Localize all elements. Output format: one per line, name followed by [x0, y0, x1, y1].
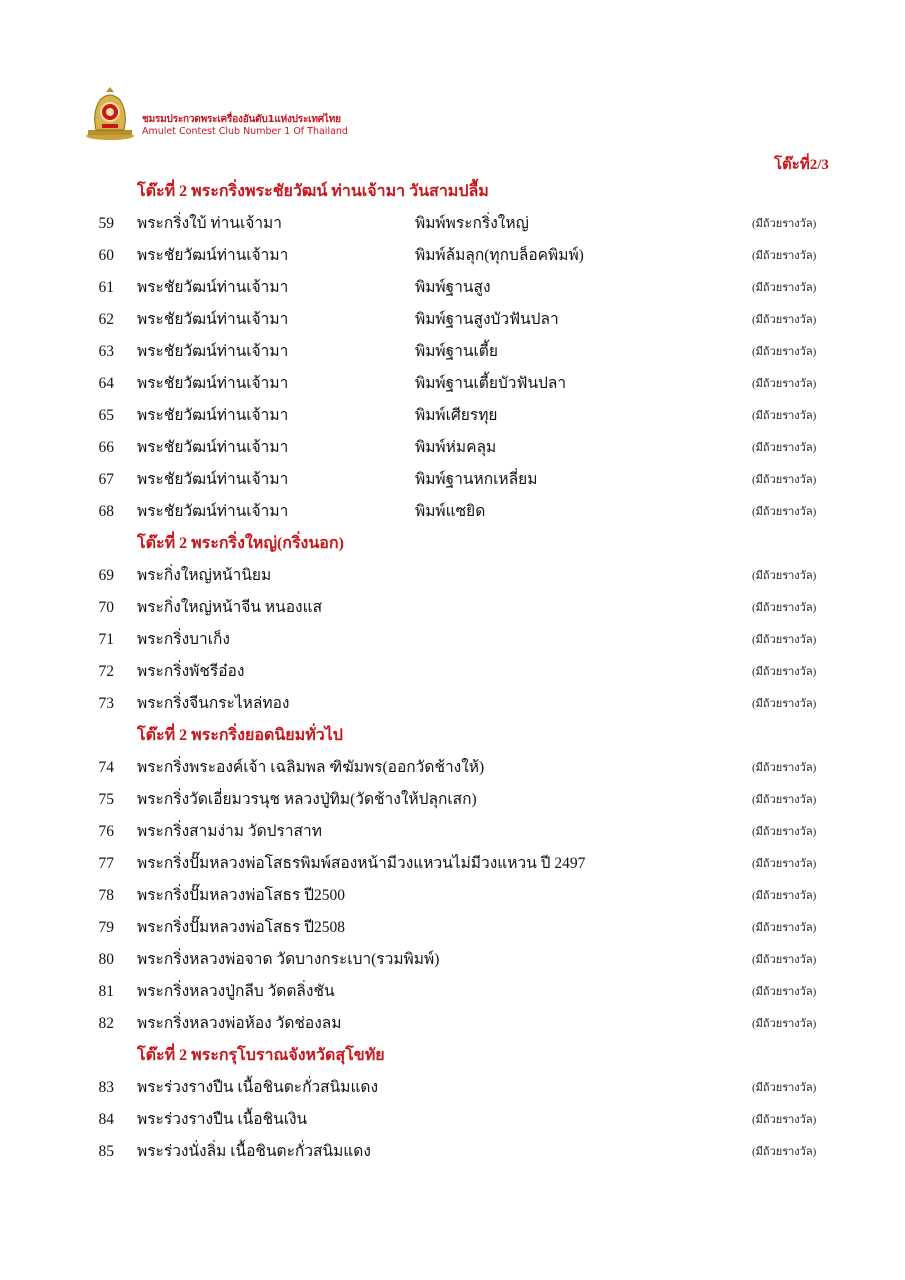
- list-item: [0, 848, 905, 880]
- club-emblem-icon: [82, 86, 138, 142]
- item-name: พระกริ่งปั๊มหลวงพ่อโสธรพิมพ์สองหน้ามีวงแหวนไม่มีวงแหวน ปี 2497: [137, 855, 586, 872]
- section-title: โต๊ะที่ 2 พระกรุโบราณจังหวัดสุโขทัย: [137, 1047, 385, 1064]
- item-award: (มีถ้วยรางวัล): [752, 1018, 817, 1030]
- item-style: พิมพ์ฐานเตี้ยบัวฟันปลา: [415, 375, 567, 392]
- list-item: [0, 208, 905, 240]
- list-item: [0, 784, 905, 816]
- list-item: [0, 1008, 905, 1040]
- item-name: พระกริ่งพระองค์เจ้า เฉลิมพล ฑิฆัมพร(ออกวัดช้างให้): [137, 759, 485, 776]
- item-number: 63: [98, 343, 114, 360]
- item-award: (มีถ้วยรางวัล): [752, 826, 817, 838]
- item-number: 82: [98, 1015, 114, 1032]
- item-number: 61: [98, 279, 114, 296]
- item-style: พิมพ์ห่มคลุม: [415, 439, 497, 456]
- item-style: พิมพ์ฐานสูง: [415, 279, 491, 296]
- item-number: 70: [98, 599, 114, 616]
- item-number: 75: [98, 791, 114, 808]
- section-title: โต๊ะที่ 2 พระกริ่งยอดนิยมทั่วไป: [137, 727, 343, 744]
- item-number: 78: [98, 887, 114, 904]
- item-number: 72: [98, 663, 114, 680]
- section-title: โต๊ะที่ 2 พระกริ่งพระชัยวัฒน์ ท่านเจ้ามา วันสามปลื้ม: [137, 183, 489, 200]
- item-award: (มีถ้วยรางวัล): [752, 282, 817, 294]
- list-item: [0, 464, 905, 496]
- list-item: [0, 1072, 905, 1104]
- list-item: [0, 816, 905, 848]
- list-item: [0, 880, 905, 912]
- item-name: พระกริ่งพัชรีอ๋อง: [137, 663, 245, 680]
- item-number: 73: [98, 695, 114, 712]
- item-style: พิมพ์ฐานสูงบัวฟันปลา: [415, 311, 559, 328]
- item-award: (มีถ้วยรางวัล): [752, 474, 817, 486]
- item-name: พระกริ่งจีนกระไหล่ทอง: [137, 695, 290, 712]
- list-item: [0, 1136, 905, 1168]
- item-style: พิมพ์ฐานหกเหลี่ยม: [415, 471, 538, 488]
- item-award: (มีถ้วยรางวัล): [752, 250, 817, 262]
- item-name: พระกริ่งหลวงพ่อจาด วัดบางกระเบา(รวมพิมพ์): [137, 951, 440, 968]
- item-name: พระกริ่งหลวงปู่กลีบ วัดตลิ่งชัน: [137, 983, 335, 1000]
- item-award: (มีถ้วยรางวัล): [752, 1082, 817, 1094]
- item-award: (มีถ้วยรางวัล): [752, 602, 817, 614]
- list-item: [0, 496, 905, 528]
- page-number: โต๊ะที่2/3: [774, 157, 829, 173]
- item-award: (มีถ้วยรางวัล): [752, 314, 817, 326]
- item-style: พิมพ์เศียรทุย: [415, 407, 498, 424]
- item-number: 71: [98, 631, 114, 648]
- item-name: พระชัยวัฒน์ท่านเจ้ามา: [137, 439, 289, 456]
- item-award: (มีถ้วยรางวัล): [752, 666, 817, 678]
- list-item: [0, 624, 905, 656]
- item-award: (มีถ้วยรางวัล): [752, 442, 817, 454]
- item-number: 64: [98, 375, 114, 392]
- item-award: (มีถ้วยรางวัล): [752, 698, 817, 710]
- item-style: พิมพ์ล้มลุก(ทุกบล็อคพิมพ์): [415, 247, 584, 264]
- item-award: (มีถ้วยรางวัล): [752, 858, 817, 870]
- list-item: [0, 688, 905, 720]
- list-item: [0, 912, 905, 944]
- list-item: [0, 400, 905, 432]
- item-number: 60: [98, 247, 114, 264]
- item-name: พระชัยวัฒน์ท่านเจ้ามา: [137, 375, 289, 392]
- item-name: พระชัยวัฒน์ท่านเจ้ามา: [137, 279, 289, 296]
- item-name: พระชัยวัฒน์ท่านเจ้ามา: [137, 343, 289, 360]
- item-name: พระชัยวัฒน์ท่านเจ้ามา: [137, 503, 289, 520]
- item-award: (มีถ้วยรางวัล): [752, 1146, 817, 1158]
- item-number: 69: [98, 567, 114, 584]
- item-name: พระกิ่งใหญ่หน้านิยม: [137, 567, 272, 584]
- item-style: พิมพ์แซยิด: [415, 503, 486, 520]
- item-award: (มีถ้วยรางวัล): [752, 378, 817, 390]
- item-name: พระชัยวัฒน์ท่านเจ้ามา: [137, 247, 289, 264]
- item-award: (มีถ้วยรางวัล): [752, 218, 817, 230]
- list-item: [0, 432, 905, 464]
- item-number: 68: [98, 503, 114, 520]
- item-number: 67: [98, 471, 114, 488]
- club-name-thai: ชมรมประกวดพระเครื่องอันดับ1แห่งประเทศไทย: [142, 114, 341, 125]
- item-number: 85: [98, 1143, 114, 1160]
- list-item: [0, 272, 905, 304]
- section-title: โต๊ะที่ 2 พระกริ่งใหญ่(กริ่งนอก): [137, 535, 344, 552]
- item-name: พระชัยวัฒน์ท่านเจ้ามา: [137, 407, 289, 424]
- list-item: [0, 976, 905, 1008]
- item-award: (มีถ้วยรางวัล): [752, 954, 817, 966]
- item-number: 66: [98, 439, 114, 456]
- item-award: (มีถ้วยรางวัล): [752, 410, 817, 422]
- list-item: [0, 336, 905, 368]
- item-name: พระกริ่งใบ้ ท่านเจ้ามา: [137, 215, 282, 232]
- item-name: พระร่วงรางปืน เนื้อชินตะกั่วสนิมแดง: [137, 1079, 379, 1096]
- item-name: พระกริ่งหลวงพ่อห้อง วัดช่องลม: [137, 1015, 342, 1032]
- item-number: 74: [98, 759, 114, 776]
- item-number: 59: [98, 215, 114, 232]
- club-name-english: Amulet Contest Club Number 1 Of Thailand: [142, 126, 348, 137]
- item-name: พระชัยวัฒน์ท่านเจ้ามา: [137, 311, 289, 328]
- item-number: 79: [98, 919, 114, 936]
- item-number: 62: [98, 311, 114, 328]
- item-number: 84: [98, 1111, 114, 1128]
- item-name: พระกริ่งวัดเอี่ยมวรนุช หลวงปู่ทิม(วัดช้างให้ปลุกเสก): [137, 791, 477, 808]
- item-name: พระกริ่งปั๊มหลวงพ่อโสธร ปี2500: [137, 887, 346, 904]
- item-number: 83: [98, 1079, 114, 1096]
- item-award: (มีถ้วยรางวัล): [752, 1114, 817, 1126]
- item-name: พระร่วงรางปืน เนื้อชินเงิน: [137, 1111, 308, 1128]
- list-item: [0, 1104, 905, 1136]
- item-award: (มีถ้วยรางวัล): [752, 922, 817, 934]
- item-award: (มีถ้วยรางวัล): [752, 634, 817, 646]
- list-item: [0, 304, 905, 336]
- item-award: (มีถ้วยรางวัล): [752, 570, 817, 582]
- item-number: 76: [98, 823, 114, 840]
- item-number: 77: [98, 855, 114, 872]
- item-award: (มีถ้วยรางวัล): [752, 346, 817, 358]
- list-item: [0, 240, 905, 272]
- list-item: [0, 592, 905, 624]
- item-name: พระร่วงนั่งลิ่ม เนื้อชินตะกั่วสนิมแดง: [137, 1143, 371, 1160]
- item-number: 81: [98, 983, 114, 1000]
- item-name: พระกริ่งปั๊มหลวงพ่อโสธร ปี2508: [137, 919, 346, 936]
- item-style: พิมพ์พระกริ่งใหญ่: [415, 215, 529, 232]
- item-number: 65: [98, 407, 114, 424]
- item-name: พระกริ่งสามง่าม วัดปราสาท: [137, 823, 322, 840]
- item-name: พระชัยวัฒน์ท่านเจ้ามา: [137, 471, 289, 488]
- item-style: พิมพ์ฐานเตี้ย: [415, 343, 498, 360]
- item-award: (มีถ้วยรางวัล): [752, 762, 817, 774]
- item-award: (มีถ้วยรางวัล): [752, 794, 817, 806]
- item-name: พระกริ่งบาเก็ง: [137, 631, 230, 648]
- list-item: [0, 656, 905, 688]
- item-award: (มีถ้วยรางวัล): [752, 506, 817, 518]
- list-item: [0, 368, 905, 400]
- item-award: (มีถ้วยรางวัล): [752, 986, 817, 998]
- list-item: [0, 752, 905, 784]
- list-item: [0, 944, 905, 976]
- amulet-list: [0, 176, 905, 1168]
- item-name: พระกิ่งใหญ่หน้าจีน หนองแส: [137, 599, 323, 616]
- list-item: [0, 560, 905, 592]
- item-number: 80: [98, 951, 114, 968]
- item-award: (มีถ้วยรางวัล): [752, 890, 817, 902]
